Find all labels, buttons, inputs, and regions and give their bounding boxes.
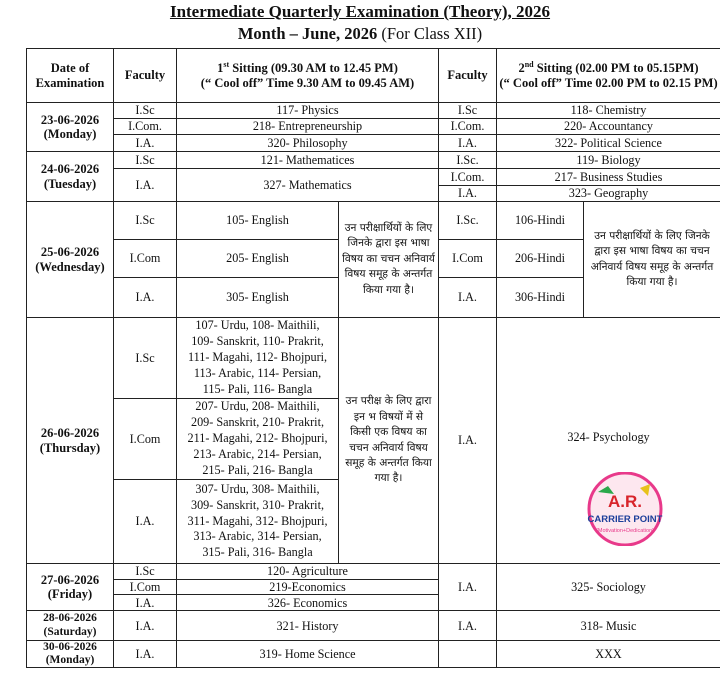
text-fragment: 315- Pali, 316- Bangla (202, 545, 313, 560)
faculty-cell: I.A. (114, 278, 177, 318)
text-fragment: 307- Urdu, 308- Maithili, (195, 481, 320, 496)
faculty-cell: I.Sc (114, 152, 177, 169)
faculty-cell: I.A. (114, 135, 177, 152)
faculty-cell: I.A. (114, 595, 177, 611)
table-row (27, 119, 720, 135)
text-fragment: 209- Sanskrit, 210- Prakrit, (190, 415, 325, 430)
eligibility-note: उन परीक्षार्थियों के लिए जिनके द्वारा इस भाषा विषय का चचन अनिवार्य विषय समूह के अन्तर्गत किया गया है। (584, 202, 720, 318)
second-sitting-time: Sitting (02.00 PM to 05.15PM) (536, 61, 699, 76)
first-sitting-time: Sitting (09.30 AM to 12.45 PM) (232, 61, 398, 76)
faculty-cell: I.Com (114, 399, 177, 480)
faculty-cell (439, 641, 497, 668)
paper-cell: 318- Music (497, 611, 720, 641)
date-cell (27, 611, 114, 641)
faculty-cell: I.Sc (439, 103, 497, 119)
col-date: Date of Examination (27, 49, 114, 103)
paper-list (177, 318, 339, 399)
table-row (27, 318, 720, 399)
first-sup: st (223, 59, 230, 69)
paper-cell: 117- Physics (177, 103, 439, 119)
paper-cell: 119- Biology (497, 152, 720, 169)
paper-cell: 325- Sociology (497, 564, 720, 611)
second-cooloff: (“ Cool off” Time 02.00 PM to 02.15 PM) (499, 76, 718, 91)
faculty-cell: I.Sc (114, 318, 177, 399)
paper-cell: 219-Economics (177, 580, 439, 595)
col-second-sitting: 2nd Sitting (02.00 PM to 05.15PM) (“ Cool off” Time 02.00 PM to 02.15 PM) (497, 49, 720, 103)
schedule-table (26, 48, 720, 668)
date-cell (27, 564, 114, 611)
text-fragment: 27-06-2026 (40, 572, 100, 587)
faculty-cell: I.A. (114, 611, 177, 641)
logo-line2: CARRIER POINT (587, 514, 663, 525)
table-row (27, 169, 720, 186)
paper-cell: 121- Mathematices (177, 152, 439, 169)
faculty-cell: I.Com. (439, 169, 497, 186)
faculty-cell: I.Com (439, 240, 497, 278)
paper-cell: 106-Hindi (497, 202, 584, 240)
faculty-cell: I.A. (114, 641, 177, 668)
text-fragment: 107- Urdu, 108- Maithili, (195, 318, 320, 333)
text-fragment: (Tuesday) (43, 176, 97, 191)
paper-list (177, 480, 339, 564)
logo-text: A.R. (608, 492, 642, 511)
paper-cell: 120- Agriculture (177, 564, 439, 580)
faculty-cell: I.A. (439, 564, 497, 611)
paper-cell: XXX (497, 641, 720, 668)
faculty-cell: I.A. (439, 278, 497, 318)
text-fragment: 313- Arabic, 314- Persian, (193, 529, 322, 544)
page-subtitle (0, 24, 720, 44)
table-row (27, 152, 720, 169)
faculty-cell: I.A. (439, 611, 497, 641)
faculty-cell: I.A. (439, 135, 497, 152)
table-row (27, 202, 720, 240)
text-fragment: 25-06-2026 (40, 245, 100, 260)
date-cell (27, 202, 114, 318)
table-row (27, 103, 720, 119)
date-cell (27, 103, 114, 152)
paper-cell: 323- Geography (497, 186, 720, 202)
text-fragment: (Saturday) (43, 625, 97, 638)
col-faculty-1: Faculty (114, 49, 177, 103)
text-fragment: 26-06-2026 (40, 426, 100, 441)
subtitle-class: (For Class XII) (381, 24, 483, 43)
paper-cell: 205- English (177, 240, 339, 278)
text-fragment: (Thursday) (39, 440, 101, 455)
carrier-point-logo (584, 472, 666, 546)
text-fragment: 109- Sanskrit, 110- Prakrit, (191, 334, 324, 349)
faculty-cell: I.Com (114, 240, 177, 278)
text-fragment: 111- Magahi, 112- Bhojpuri, (187, 350, 328, 365)
paper-cell: 324- Psychology (497, 318, 720, 564)
paper-cell: 319- Home Science (177, 641, 439, 668)
paper-cell: 218- Entrepreneurship (177, 119, 439, 135)
first-cooloff: (“ Cool off” Time 9.30 AM to 09.45 AM) (200, 76, 415, 91)
table-row (27, 564, 720, 580)
faculty-cell: I.A. (439, 186, 497, 202)
text-fragment: (Monday) (43, 127, 97, 141)
text-fragment: 28-06-2026 (43, 612, 97, 625)
text-fragment: 115- Pali, 116- Bangla (202, 381, 313, 396)
eligibility-note: उन परीक्षार्थियों के लिए जिनके द्वारा इस भाषा विषय का चचन अनिवार्य विषय समूह के अन्तर्गत किया गया है। (339, 202, 439, 318)
paper-cell: 118- Chemistry (497, 103, 720, 119)
paper-cell: 217- Business Studies (497, 169, 720, 186)
subtitle-month: Month – June, 2026 (237, 24, 378, 43)
text-fragment: (Friday) (47, 587, 93, 602)
text-fragment: 215- Pali, 216- Bangla (202, 462, 313, 477)
text-fragment: (Wednesday) (35, 259, 105, 274)
faculty-cell: I.A. (114, 169, 177, 202)
paper-cell: 305- English (177, 278, 339, 318)
logo-line3: (Motivation+Dedication) (596, 528, 654, 534)
text-fragment: 113- Arabic, 114- Persian, (193, 365, 322, 380)
faculty-cell: I.Com (114, 580, 177, 595)
page-title: Intermediate Quarterly Examination (Theory), 2026 (169, 2, 551, 21)
paper-cell: 320- Philosophy (177, 135, 439, 152)
text-fragment: 30-06-2026 (43, 641, 97, 654)
faculty-cell: I.Sc (114, 103, 177, 119)
header-row (27, 49, 720, 103)
paper-cell: 321- History (177, 611, 439, 641)
paper-cell: 327- Mathematics (177, 169, 439, 202)
table-row (27, 611, 720, 641)
date-cell (27, 318, 114, 564)
paper-list (177, 399, 339, 480)
col-faculty-2: Faculty (439, 49, 497, 103)
paper-cell: 306-Hindi (497, 278, 584, 318)
text-fragment: 309- Sanskrit, 310- Prakrit, (190, 497, 325, 512)
paper-cell: 105- English (177, 202, 339, 240)
faculty-cell: I.Sc (114, 564, 177, 580)
table-row (27, 641, 720, 668)
text-fragment: 24-06-2026 (40, 162, 100, 177)
text-fragment: 207- Urdu, 208- Maithili, (195, 399, 320, 414)
faculty-cell: I.Com. (439, 119, 497, 135)
table-row (27, 135, 720, 152)
eligibility-note: उन परीक्ष के लिए द्वारा इन भ विषयों में से किसी एक विषय का चचन अनिवार्य विषय समूह के अन्तर्गत किया गया है। (339, 318, 439, 564)
text-fragment: 23-06-2026 (40, 112, 100, 127)
paper-cell: 322- Political Science (497, 135, 720, 152)
paper-cell: 326- Economics (177, 595, 439, 611)
second-sup: nd (524, 59, 534, 69)
faculty-cell: I.Sc. (439, 202, 497, 240)
faculty-cell: I.A. (439, 318, 497, 564)
faculty-cell: I.Sc (114, 202, 177, 240)
paper-cell: 220- Accountancy (497, 119, 720, 135)
text-fragment: (Monday) (45, 654, 95, 667)
faculty-cell: I.A. (114, 480, 177, 564)
col-first-sitting: 1st Sitting (09.30 AM to 12.45 PM) (“ Cool off” Time 9.30 AM to 09.45 AM) (177, 49, 439, 103)
text-fragment: 311- Magahi, 312- Bhojpuri, (187, 513, 328, 528)
date-cell (27, 641, 114, 668)
paper-cell: 206-Hindi (497, 240, 584, 278)
text-fragment: 213- Arabic, 214- Persian, (193, 446, 322, 461)
text-fragment: 211- Magahi, 212- Bhojpuri, (187, 431, 328, 446)
faculty-cell: I.Sc. (439, 152, 497, 169)
date-cell (27, 152, 114, 202)
faculty-cell: I.Com. (114, 119, 177, 135)
